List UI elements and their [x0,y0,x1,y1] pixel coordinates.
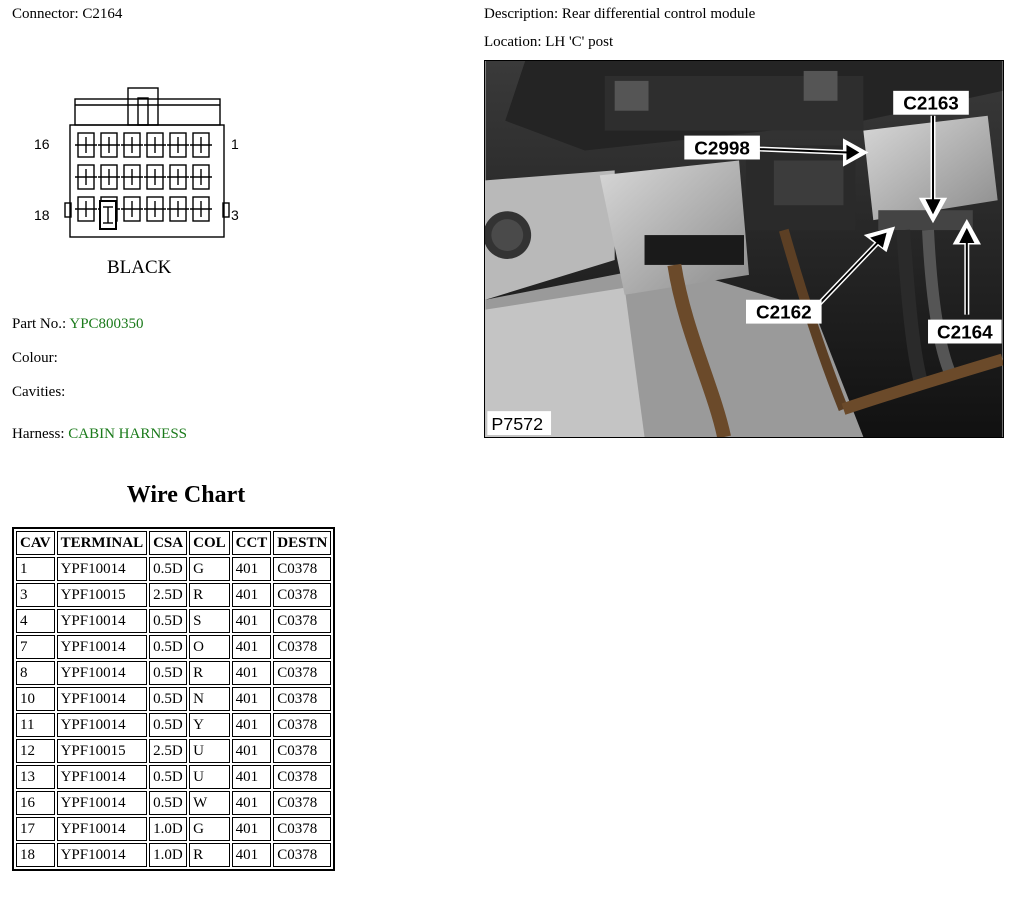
table-cell: C0378 [273,791,331,815]
table-row [16,817,331,841]
table-cell: 11 [16,713,55,737]
table-cell: YPF10014 [57,791,148,815]
table-cell: 2.5D [149,739,187,763]
column-header: CCT [232,531,272,555]
table-cell: 2.5D [149,583,187,607]
table-cell: YPF10015 [57,739,148,763]
connector-label: Connector: [12,6,79,22]
table-cell: C0378 [273,687,331,711]
table-cell: YPF10015 [57,583,148,607]
table-cell: YPF10014 [57,661,148,685]
table-cell: 0.5D [149,557,187,581]
colour-label: Colour: [12,350,58,366]
table-cell: YPF10014 [57,817,148,841]
table-cell: N [189,687,230,711]
part-number-value: YPC800350 [69,316,144,332]
pin-number-3: 3 [231,207,239,223]
table-cell: YPF10014 [57,635,148,659]
column-header: COL [189,531,230,555]
table-cell: 17 [16,817,55,841]
callout-c2164: C2164 [937,322,993,344]
table-cell: C0378 [273,557,331,581]
table-cell: YPF10014 [57,765,148,789]
table-cell: YPF10014 [57,843,148,867]
location-line [484,34,613,51]
table-cell: 0.5D [149,713,187,737]
location-label: Location: [484,34,542,50]
table-cell: G [189,557,230,581]
cavities-label: Cavities: [12,384,66,400]
table-cell: 4 [16,609,55,633]
table-cell: 401 [232,583,272,607]
table-cell: 1.0D [149,843,187,867]
part-number-line [12,316,144,333]
table-cell: 401 [232,635,272,659]
table-cell: W [189,791,230,815]
table-cell: R [189,843,230,867]
table-cell: 401 [232,557,272,581]
connector-face-diagram [30,85,260,280]
table-cell: C0378 [273,713,331,737]
connector-line [12,6,122,23]
table-cell: 401 [232,661,272,685]
table-row [16,713,331,737]
column-header: TERMINAL [57,531,148,555]
column-header: CAV [16,531,55,555]
table-cell: G [189,817,230,841]
table-row [16,765,331,789]
table-cell: 401 [232,843,272,867]
table-cell: S [189,609,230,633]
table-row [16,843,331,867]
part-number-label: Part No.: [12,316,67,332]
description-value: Rear differential control module [561,6,756,22]
table-cell: 401 [232,765,272,789]
table-cell: YPF10014 [57,713,148,737]
table-cell: R [189,583,230,607]
table-cell: O [189,635,230,659]
table-cell: C0378 [273,609,331,633]
table-cell: 12 [16,739,55,763]
table-row [16,739,331,763]
table-cell: C0378 [273,817,331,841]
pin-number-1: 1 [231,136,239,152]
table-cell: C0378 [273,661,331,685]
table-row [16,661,331,685]
table-cell: 401 [232,687,272,711]
table-row [16,583,331,607]
table-row [16,791,331,815]
table-cell: YPF10014 [57,609,148,633]
column-header: CSA [149,531,187,555]
table-cell: C0378 [273,843,331,867]
column-header: DESTN [273,531,331,555]
callout-c2163: C2163 [903,93,959,115]
harness-line [12,426,187,443]
harness-value: CABIN HARNESS [68,426,188,442]
table-cell: 18 [16,843,55,867]
connector-value: C2164 [82,6,123,22]
pin-number-18: 18 [34,207,50,223]
description-line [484,6,755,23]
table-cell: C0378 [273,583,331,607]
table-cell: 401 [232,609,272,633]
table-row [16,635,331,659]
wire-chart-title: Wire Chart [126,482,246,508]
table-row [16,687,331,711]
table-cell: C0378 [273,739,331,763]
callout-c2162: C2162 [755,302,812,324]
table-cell: U [189,739,230,763]
table-cell: 401 [232,739,272,763]
table-cell: 401 [232,713,272,737]
table-cell: 8 [16,661,55,685]
table-cell: Y [189,713,230,737]
harness-label: Harness: [12,426,65,442]
description-label: Description: [484,6,559,22]
table-cell: 3 [16,583,55,607]
table-cell: 13 [16,765,55,789]
location-value: LH 'C' post [545,34,614,50]
table-cell: R [189,661,230,685]
photo-reference: P7572 [491,414,544,435]
table-header-row [16,531,331,555]
table-cell: C0378 [273,635,331,659]
table-cell: 1.0D [149,817,187,841]
table-row [16,557,331,581]
table-cell: 16 [16,791,55,815]
table-cell: U [189,765,230,789]
table-cell: 0.5D [149,661,187,685]
table-cell: 0.5D [149,791,187,815]
wire-chart-table [12,527,335,871]
table-cell: 401 [232,791,272,815]
table-cell: 10 [16,687,55,711]
table-cell: 7 [16,635,55,659]
table-row [16,609,331,633]
connector-colour-label: BLACK [107,257,172,278]
table-cell: 0.5D [149,765,187,789]
location-photo [484,60,1004,438]
table-body [16,557,331,867]
pin-number-16: 16 [34,136,50,152]
table-cell: 0.5D [149,635,187,659]
callout-c2998: C2998 [694,138,750,160]
table-cell: YPF10014 [57,687,148,711]
table-cell: 0.5D [149,609,187,633]
table-cell: 1 [16,557,55,581]
table-cell: YPF10014 [57,557,148,581]
table-cell: 401 [232,817,272,841]
table-cell: 0.5D [149,687,187,711]
table-cell: C0378 [273,765,331,789]
